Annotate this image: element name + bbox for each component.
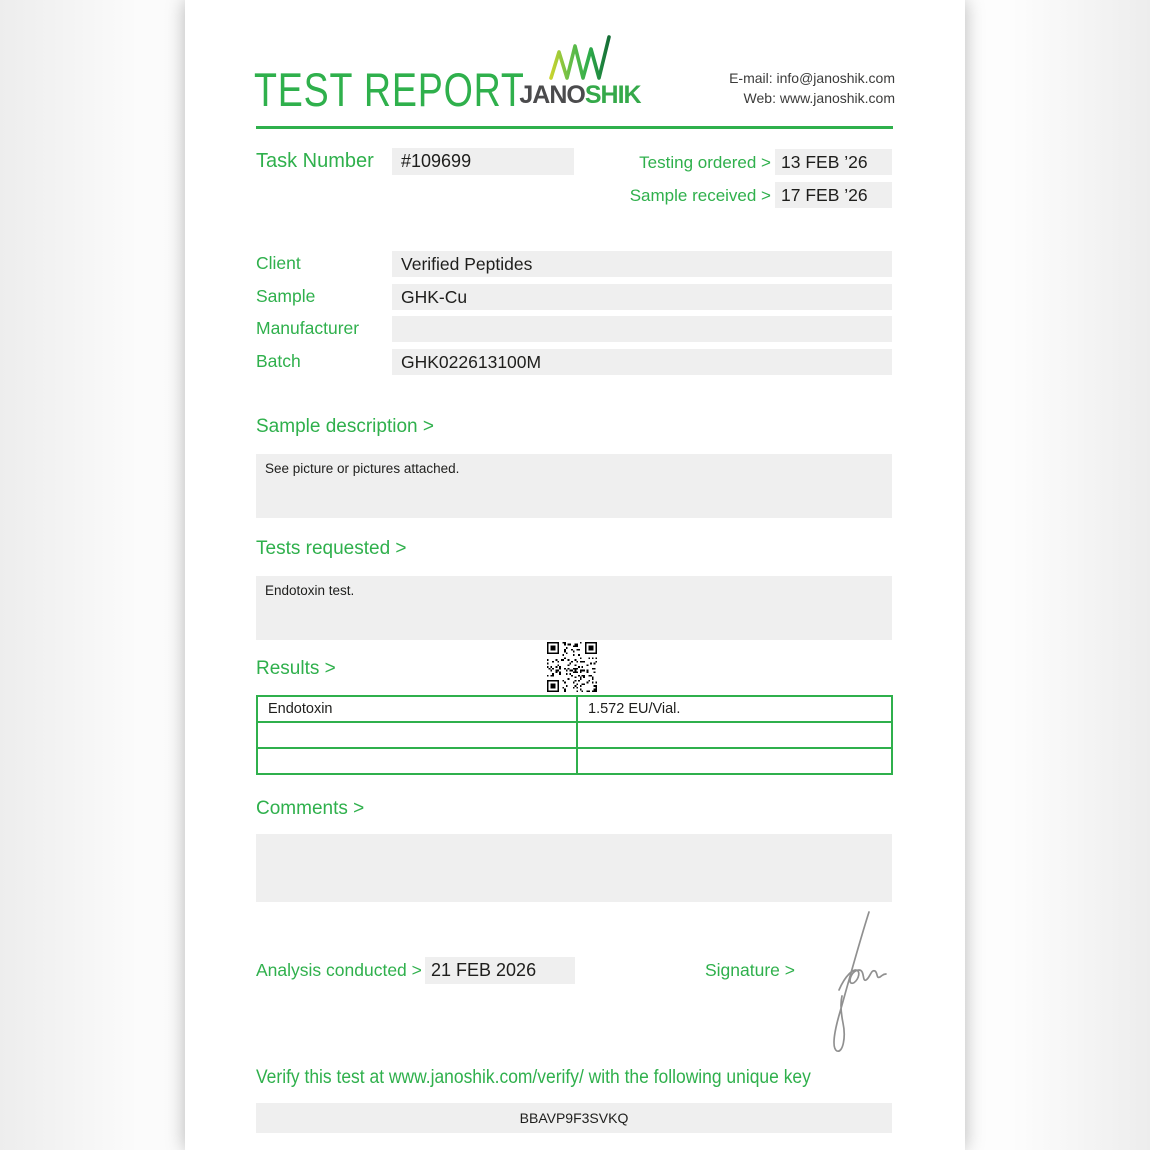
signature-label: Signature > <box>705 960 795 980</box>
comments-text <box>256 834 892 841</box>
analysis-date-value: 21 FEB 2026 <box>431 960 537 980</box>
sample-received-value: 17 FEB ’26 <box>781 185 868 205</box>
client-value: Verified Peptides <box>401 254 533 274</box>
analysis-date-field <box>425 957 575 984</box>
sample-description-box <box>256 454 892 518</box>
sample-description-text: See picture or pictures attached. <box>265 461 460 476</box>
result-value-cell <box>577 722 892 748</box>
results-table <box>256 695 893 775</box>
client-label: Client <box>256 253 301 273</box>
verify-key-box <box>256 1103 892 1133</box>
result-name-cell <box>257 748 577 774</box>
client-field <box>392 251 892 277</box>
analysis-conducted-label: Analysis conducted > <box>256 960 422 980</box>
batch-field <box>392 349 892 375</box>
verify-key-value: BBAVP9F3SVKQ <box>519 1110 629 1126</box>
result-name-cell: Endotoxin <box>257 696 577 722</box>
tests-requested-box <box>256 576 892 640</box>
qr-code <box>547 642 597 692</box>
results-row <box>257 696 892 722</box>
handwritten-signature <box>803 906 887 1058</box>
janoshik-logo <box>515 34 645 110</box>
report-title: TEST REPORT <box>254 63 525 116</box>
testing-ordered-value: 13 FEB ’26 <box>781 152 868 172</box>
chart-growth-icon <box>547 34 613 80</box>
results-heading: Results > <box>256 658 336 679</box>
results-row <box>257 722 892 748</box>
task-number-field <box>392 148 574 175</box>
comments-box <box>256 834 892 902</box>
logo-text-jano: JANO <box>519 81 585 109</box>
testing-ordered-field <box>775 149 892 175</box>
logo-wordmark <box>515 81 645 110</box>
contact-email: E-mail: info@janoshik.com <box>729 70 895 86</box>
sample-label: Sample <box>256 286 316 306</box>
sample-description-heading: Sample description > <box>256 416 434 437</box>
task-number-label: Task Number <box>256 150 374 172</box>
manufacturer-label: Manufacturer <box>256 318 360 338</box>
sample-value: GHK-Cu <box>401 287 468 307</box>
report-page <box>185 0 965 1150</box>
logo-text-shik: SHIK <box>584 81 641 109</box>
testing-ordered-label: Testing ordered > <box>639 153 771 172</box>
header-divider <box>256 126 893 129</box>
result-name-cell <box>257 722 577 748</box>
batch-value: GHK022613100M <box>401 352 542 372</box>
manufacturer-field <box>392 316 892 342</box>
comments-heading: Comments > <box>256 798 365 819</box>
results-row <box>257 748 892 774</box>
tests-requested-text: Endotoxin test. <box>265 583 355 598</box>
contact-web: Web: www.janoshik.com <box>743 90 895 106</box>
result-value-cell <box>577 748 892 774</box>
sample-field <box>392 284 892 310</box>
contact-info <box>729 68 895 108</box>
sample-received-field <box>775 182 892 208</box>
verify-instructions: Verify this test at www.janoshik.com/verify/ with the following unique key <box>256 1066 811 1088</box>
batch-label: Batch <box>256 351 301 371</box>
sample-received-label: Sample received > <box>629 186 771 205</box>
result-value-cell: 1.572 EU/Vial. <box>577 696 892 722</box>
tests-requested-heading: Tests requested > <box>256 538 407 559</box>
task-number-value: #109699 <box>401 151 472 171</box>
